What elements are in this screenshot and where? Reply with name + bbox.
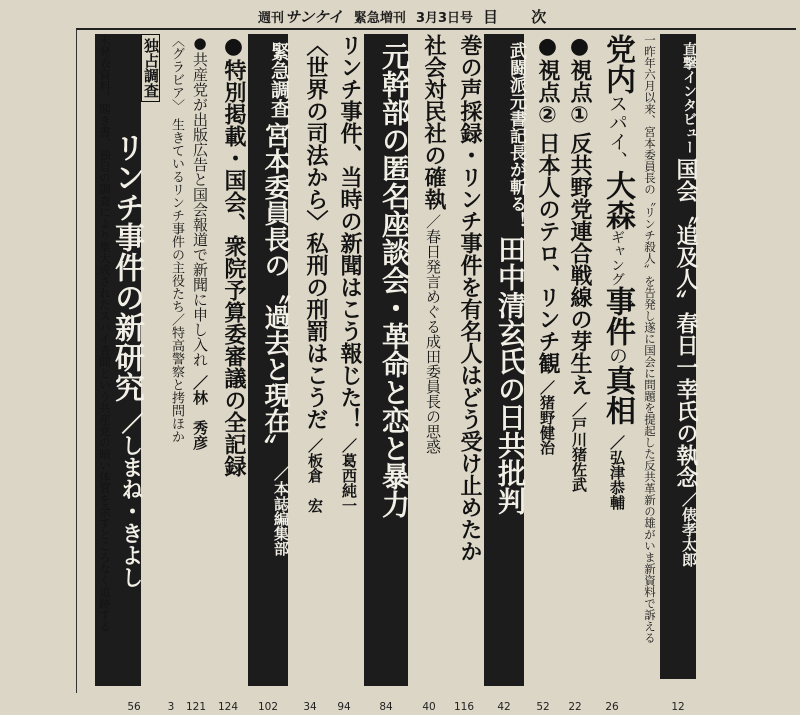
page-number: 121 [185,701,207,713]
toc-entry-world-justice[interactable] [294,34,326,674]
entry-author: ／葛西純一 [340,438,358,513]
page-number: 56 [127,701,141,713]
page-number: 22 [568,701,582,713]
toc-entry-jsp-dsp-conflict[interactable] [414,34,444,674]
page-number: 52 [536,701,550,713]
toc-entry-lynch-new-study[interactable] [109,34,160,686]
entry-author: ／板倉 宏 [306,438,324,513]
entry-title: ●共産党が出版広告と国会報道で新聞に申し入れ [191,34,209,367]
magazine-header [258,4,560,28]
entry-description: 未発表資料、聞き書、独自の調査により集大成されたスパイ査問という共産党の暗い体質を余すところなく追跡する [98,34,112,632]
toc-entry-diet-budget-record[interactable] [212,34,244,674]
entry-title: ●特別掲載・国会、衆院予算委審議の全記録 [221,34,246,477]
entry-title: 元幹部の匿名座談会・革命と恋と暴力 [378,42,411,518]
entry-author: ／弘津恭輔 [608,435,626,510]
page-number: 84 [379,701,393,713]
gravure-label: 〈グラビア〉 [169,34,184,112]
entry-title-part: 大森 [600,170,635,230]
page-numbers-row [0,695,800,713]
entry-title: リンチ事件の新研究 [109,132,144,402]
entry-title: 社会対民社の確執 [421,34,446,210]
entry-title: 国会〝追及人〟春日一幸氏の執念 [673,158,698,488]
entry-title: 田中清玄氏の日共批判 [494,235,527,515]
page-number: 116 [453,701,475,713]
toc-entry-newspaper-reports[interactable] [328,34,360,674]
toc-entry-former-executives-roundtable[interactable] [364,34,411,686]
entry-kicker: 武闘派元書記長が斬る！ [506,42,526,229]
entry-author: ／林 秀彦 [191,375,209,450]
special-issue-label: 緊急増刊 [353,10,406,26]
toc-entry-viewpoint-1[interactable] [560,34,590,674]
entry-subtitle: ／春日発言めぐる成田委員長の思惑 [424,214,442,454]
entry-title: リンチ事件、当時の新聞はこう報じた！ [337,34,362,430]
viewpoint-label: ●視点① [567,34,592,128]
entry-title-part: 事件 [600,286,635,346]
entry-title: 私刑の刑罰はこうだ [303,232,328,430]
page-number: 3 [167,701,175,713]
toc-entry-miyamoto-past-present[interactable] [248,34,288,686]
issue-date: 3月3日号 [415,10,474,26]
page-number: 102 [257,701,279,713]
entry-title-part: 巻の声採録・ [457,34,482,166]
entry-title: 反共野党連合戦線の芽生え [567,132,592,396]
toc-entry-tanaka-seigen[interactable] [484,34,527,686]
toc-entry-gravure[interactable] [164,34,184,594]
entry-title-part: リンチ事件を有名人はどう受け止めたか [457,166,482,562]
entry-kicker: 直撃インタビュー [681,42,697,154]
page-number: 42 [497,701,511,713]
entry-author: ／猪野健治 [538,380,556,455]
toc-entry-kasuga-interview[interactable] [660,34,696,679]
entry-author: ／戸川猪佐武 [570,402,588,492]
entry-title-part: の [606,346,628,365]
entry-title-part: 真相 [600,365,635,425]
page-number: 40 [422,701,436,713]
page-number: 94 [337,701,351,713]
entry-title: 日本人のテロ、リンチ観 [535,132,560,374]
entry-title-part: ギャング [609,230,625,286]
page-number: 26 [605,701,619,713]
entry-title-part: スパイ、 [606,94,628,170]
page-number: 124 [217,701,239,713]
toc-entry-public-voices[interactable] [448,34,480,674]
entry-kicker: 〈世界の司法から〉 [303,34,328,232]
magazine-title: 週刊サンケイ [258,7,343,26]
entry-title-part: 党内 [600,34,635,94]
entry-subtitle: 一昨年六月以来、宮本委員長の〝リンチ殺人〟を告発し遂に国会に問題を提起した反共革新の雄がいま新資料で訴える [643,34,657,644]
entry-kicker: 緊急調査 [268,42,290,118]
page-number: 12 [671,701,685,713]
toc-label: 目 次 [483,7,561,26]
page-number: 34 [303,701,317,713]
toc-entry-jcp-newspaper-request[interactable] [186,34,208,674]
entry-title: 宮本委員長の〝過去と現在〟 [260,122,290,460]
toc-entry-viewpoint-2[interactable] [528,34,558,674]
entry-author: ／本誌編集部 [272,466,290,556]
exclusive-badge: 独占調査 [141,34,160,102]
toc-entry-spy-gang-incident[interactable] [594,34,635,674]
viewpoint-label: ●視点② [535,34,560,128]
entry-author: ／しまね・きよし [118,412,143,588]
entry-title: 生きているリンチ事件の主役たち／特高警察と拷問ほか [169,118,184,443]
entry-author: ／俵孝太郎 [680,492,698,567]
